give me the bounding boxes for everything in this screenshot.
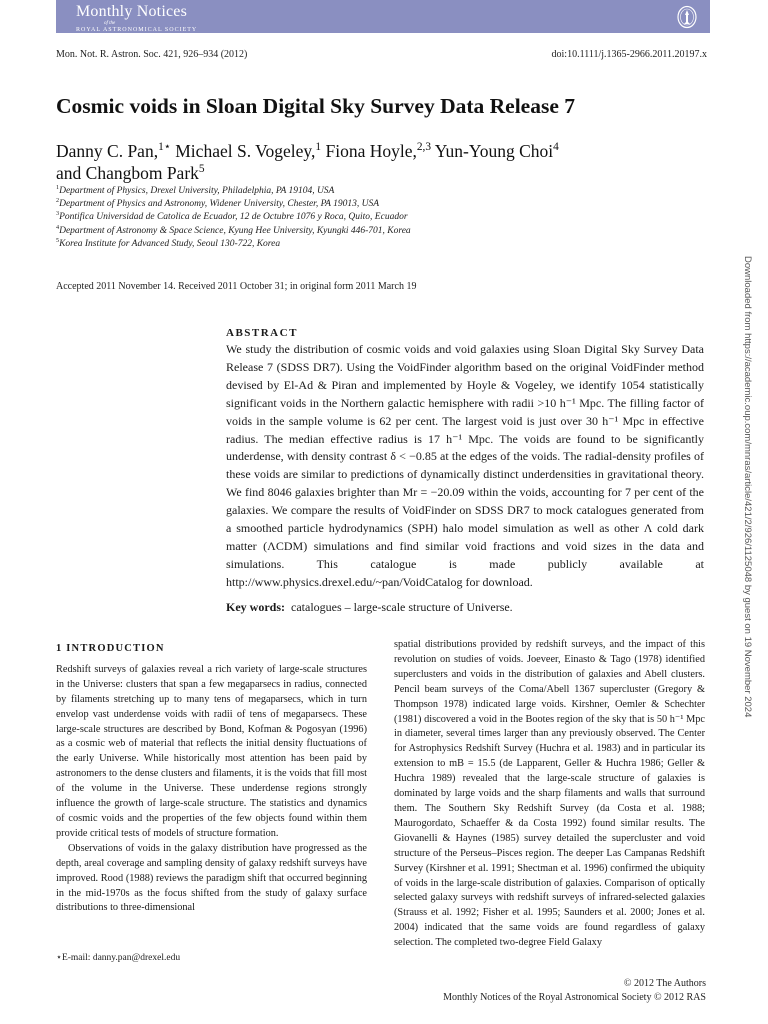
author-name: and Changbom Park	[56, 163, 199, 183]
abstract-heading: ABSTRACT	[226, 327, 298, 339]
masthead-society: ROYAL ASTRONOMICAL SOCIETY	[76, 27, 198, 33]
download-watermark	[742, 256, 760, 976]
affiliation-text: Department of Astronomy & Space Science, Kyung Hee University, Kyungki 446-701, Korea	[59, 225, 411, 236]
affiliation	[56, 198, 676, 211]
author-affiliation-mark: 1⋆	[158, 141, 171, 154]
ras-seal-icon	[676, 5, 698, 29]
affiliation	[56, 238, 676, 251]
affiliation-text: Department of Physics, Drexel University, Philadelphia, PA 19104, USA	[59, 186, 335, 196]
body-paragraph: Redshift surveys of galaxies reveal a rich variety of large-scale structures in the Universe: clusters that span a few megaparsecs in radius, connected by filaments stretching up to many tens of megaparsecs, which in turn envelop vast underdense voids with radii of tens of megaparsecs. These large-scale structures are described by Bond, Kofman & Pogosyan (1996) as a cosmic web of material that reflects the initial density fluctuations of the early Universe. While historically most attention has been paid by astronomers to the dense clusters and filaments, it is the voids that fill most of the volume in the Universe. These underdense regions strongly influence the growth of large-scale structure. The statistics and dynamics of cosmic voids and the properties of the few objects found within them provide critical tests of models of structure formation.	[56, 663, 367, 839]
email-footnote: ⋆E-mail: danny.pan@drexel.edu	[56, 953, 181, 963]
acceptance-dates: Accepted 2011 November 14. Received 2011 October 31; in original form 2011 March 19	[56, 281, 417, 292]
section-heading: 1 INTRODUCTION	[56, 643, 165, 654]
affiliation-text: Korea Institute for Advanced Study, Seoul 130-722, Korea	[59, 238, 281, 249]
paper-title: Cosmic voids in Sloan Digital Sky Survey Data Release 7	[56, 94, 576, 118]
keywords-line	[226, 600, 704, 615]
journal-masthead	[76, 4, 197, 33]
keywords-text: catalogues – large-scale structure of Universe.	[291, 599, 513, 614]
masthead-title: Monthly Notices	[76, 3, 187, 20]
citation: Mon. Not. R. Astron. Soc. 421, 926–934 (2012)	[56, 49, 248, 60]
body-paragraph: Observations of voids in the galaxy distribution have progressed as the depth, areal coverage and sampling density of galaxy redshift surveys have improved. Rood (1988) reviews the paradigm shift that occurred beginning in the mid-1970s as the focus shifted from the study of galaxy surface distributions to three-dimensional	[56, 842, 367, 914]
affiliation	[56, 185, 676, 198]
affiliation-number: 3	[56, 211, 60, 218]
affiliation-number: 5	[56, 237, 60, 244]
journal-header-bar	[56, 0, 710, 33]
download-note: Downloaded from https://academic.oup.com/mnras/article/421/2/926/1125048 by guest on 19 November 2024	[742, 256, 753, 718]
affiliation-number: 1	[56, 184, 60, 191]
author-affiliation-mark: 2,3	[416, 141, 432, 154]
affiliation-number: 4	[56, 224, 60, 231]
affiliation-list	[56, 185, 676, 251]
author-name: Yun-Young Choi	[431, 141, 554, 161]
author-list	[56, 140, 676, 184]
affiliation-number: 2	[56, 198, 60, 205]
author-name: Michael S. Vogeley,	[170, 141, 316, 161]
author-affiliation-mark: 4	[553, 141, 559, 154]
author-affiliation-mark: 1	[315, 141, 322, 154]
affiliation-text: Department of Physics and Astronomy, Widener University, Chester, PA 19013, USA	[59, 199, 380, 210]
body-column-right	[394, 638, 705, 951]
copyright-authors: © 2012 The Authors	[623, 978, 706, 989]
author-name: Danny C. Pan,	[56, 141, 159, 161]
body-column-left	[56, 638, 367, 916]
keywords-label: Key words:	[226, 599, 285, 614]
body-paragraph: spatial distributions provided by redshift surveys, and the impact of this revolution on studies of voids. Joeveer, Einasto & Tago (1978) identified superclusters and voids in the distribution of galaxies and Abell clusters. Pencil beam surveys of the Coma/Abell 1367 supercluster (Gregory & Thompson 1978) indicated large voids. Kirshner, Oemler & Schechter (1981) discovered a void in the Bootes region of the sky that is 50 h⁻¹ Mpc in diameter, several times larger than any previously observed. The Center for Astrophysics Redshift Survey (Huchra et al. 1983) and in particular its extension to mB = 15.5 (de Lapparent, Geller & Huchra 1986; Geller & Huchra 1989) revealed that the large-scale structure of galaxies is dominated by large voids and the sharp filaments and walls that surround them. The Southern Sky Redshift Survey (da Costa et al. 1988; Maurogordato, Schaeffer & da Costa 1992) found similar results. The Giovanelli & Haynes (1985) survey detailed the supercluster and void structure of the Perseus–Pisces region. The deeper Las Campanas Redshift Survey (Kirshner et al. 1991; Shectman et al. 1996) confirmed the ubiquity of voids in the large-scale distribution of galaxies. Comparison of optically selected galaxy surveys with redshift surveys of infrared-selected galaxies (Strauss et al. 1992; Fisher et al. 1995; Saunders et al. 2000; Jones et al. 2004) indicated that the same voids are found regardless of galaxy selection. The completed two-degree Field Galaxy	[394, 639, 705, 949]
affiliation	[56, 225, 676, 238]
affiliation	[56, 211, 676, 224]
author-name: Fiona Hoyle,	[321, 141, 417, 161]
abstract-text: We study the distribution of cosmic voids and void galaxies using Sloan Digital Sky Survey Data Release 7 (SDSS DR7). Using the VoidFinder algorithm based on the original VoidFinder method devised by El-Ad & Piran and implemented by Hoyle & Vogeley, we identify 1054 statistically significant voids in the Northern galactic hemisphere with radii >10 h⁻¹ Mpc. The filling factor of voids in the sample volume is 62 per cent. The largest void is just over 30 h⁻¹ Mpc in effective radius. The median effective radius is 17 h⁻¹ Mpc. The voids are found to be significantly underdense, with density contrast δ < −0.85 at the edges of the voids. The radial-density profiles of these voids are similar to predictions of dynamically distinct underdensities in gravitational theory. We find 8046 galaxies brighter than Mr = −20.09 within the voids, accounting for 7 per cent of the galaxies. We compare the results of VoidFinder on SDSS DR7 to mock catalogues generated from a smoothed particle hydrodynamics (SPH) halo model simulation as well as other Λ cold dark matter (ΛCDM) simulations and find similar void fractions and void sizes in the data and simulations. This catalogue is made publicly available at http://www.physics.drexel.edu/~pan/VoidCatalog for download.	[226, 342, 704, 589]
doi[interactable]: doi:10.1111/j.1365-2966.2011.20197.x	[551, 49, 707, 60]
copyright-ras: Monthly Notices of the Royal Astronomical Society © 2012 RAS	[443, 992, 706, 1003]
author-affiliation-mark: 5	[198, 163, 205, 176]
abstract-block	[226, 327, 704, 615]
masthead-of-the: of the	[104, 21, 116, 26]
affiliation-text: Pontifica Universidad de Catolica de Ecuador, 12 de Octubre 1076 y Roca, Quito, Ecuador	[59, 212, 408, 223]
